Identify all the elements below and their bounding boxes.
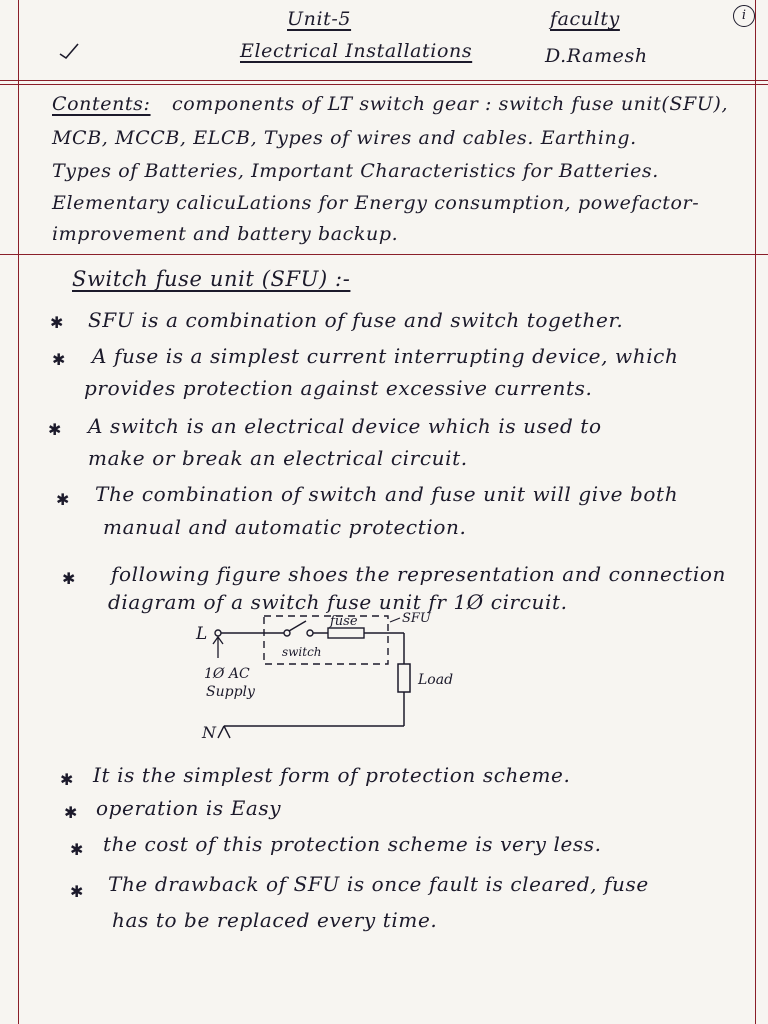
bullet-star-icon: ✱ (70, 882, 84, 901)
contents-line-3: Types of Batteries, Important Characteristics for Batteries. (52, 160, 659, 182)
faculty-name: D.Ramesh (545, 45, 648, 67)
switch-contact-2 (307, 630, 313, 636)
bullet-2-line-2: provides protection against excessive currents. (84, 376, 593, 400)
bullet-1-line-1: SFU is a combination of fuse and switch together. (88, 308, 624, 332)
supply-label-1: 1Ø AC (204, 666, 250, 682)
line-terminal (215, 630, 221, 636)
bullet-5-line-2: diagram of a switch fuse unit fr 1Ø circuit. (108, 590, 568, 614)
bullet-9-line-2: has to be replaced every time. (112, 908, 438, 932)
bullet-star-icon: ✱ (60, 770, 74, 789)
contents-label: Contents: (52, 93, 151, 115)
contents-line-5: improvement and battery backup. (52, 223, 399, 245)
bullet-8-line-1: the cost of this protection scheme is very less. (103, 832, 602, 856)
bullet-9-line-1: The drawback of SFU is once fault is cleared, fuse (108, 872, 649, 896)
section-heading: Switch fuse unit (SFU) :- (72, 267, 351, 291)
fuse-element (328, 628, 364, 638)
faculty-label: faculty (550, 8, 620, 30)
contents-line-4: Elementary calicuLations for Energy consumption, powefactor- (52, 192, 700, 214)
bullet-4-line-2: manual and automatic protection. (103, 515, 467, 539)
sfu-label: SFU (402, 611, 431, 626)
bullet-7-line-1: operation is Easy (96, 796, 282, 820)
contents-line-2: MCB, MCCB, ELCB, Types of wires and cables. Earthing. (52, 127, 637, 149)
bullet-star-icon: ✱ (50, 313, 64, 332)
bullet-star-icon: ✱ (56, 490, 70, 509)
bullet-star-icon: ✱ (52, 350, 66, 369)
load-label: Load (418, 672, 454, 688)
contents-line-1: components of LT switch gear : switch fuse unit(SFU), (172, 93, 729, 115)
contents-divider (0, 254, 768, 255)
bullet-star-icon: ✱ (62, 569, 76, 588)
bullet-star-icon: ✱ (70, 840, 84, 859)
subject-title: Electrical Installations (240, 40, 473, 62)
supply-label-2: Supply (206, 684, 255, 700)
left-margin-line (18, 0, 19, 1024)
switch-blade (289, 621, 306, 631)
fuse-label: fuse (330, 614, 358, 629)
header-divider-double (0, 84, 768, 85)
unit-title: Unit-5 (287, 8, 352, 30)
bullet-5-line-1: following figure shoes the representation and connection (111, 562, 727, 586)
header-divider (0, 80, 768, 81)
sfu-arrow (390, 618, 400, 622)
bullet-star-icon: ✱ (48, 420, 62, 439)
bullet-2-line-1: A fuse is a simplest current interrupting device, which (92, 344, 679, 368)
info-circle-icon: i (733, 5, 755, 27)
bullet-star-icon: ✱ (64, 803, 78, 822)
bullet-3-line-2: make or break an electrical circuit. (88, 446, 468, 470)
bullet-4-line-1: The combination of switch and fuse unit will give both (95, 482, 679, 506)
bullet-3-line-1: A switch is an electrical device which is used to (88, 414, 602, 438)
checkmark-icon (58, 40, 80, 60)
sfu-circuit-diagram (180, 606, 480, 756)
diagram-label-L: L (196, 624, 208, 644)
bullet-6-line-1: It is the simplest form of protection scheme. (93, 763, 571, 787)
neutral-arrow (218, 726, 230, 738)
load-resistor (398, 664, 410, 692)
switch-label: switch (282, 645, 322, 659)
right-margin-line (755, 0, 756, 1024)
diagram-label-N: N (202, 723, 216, 742)
